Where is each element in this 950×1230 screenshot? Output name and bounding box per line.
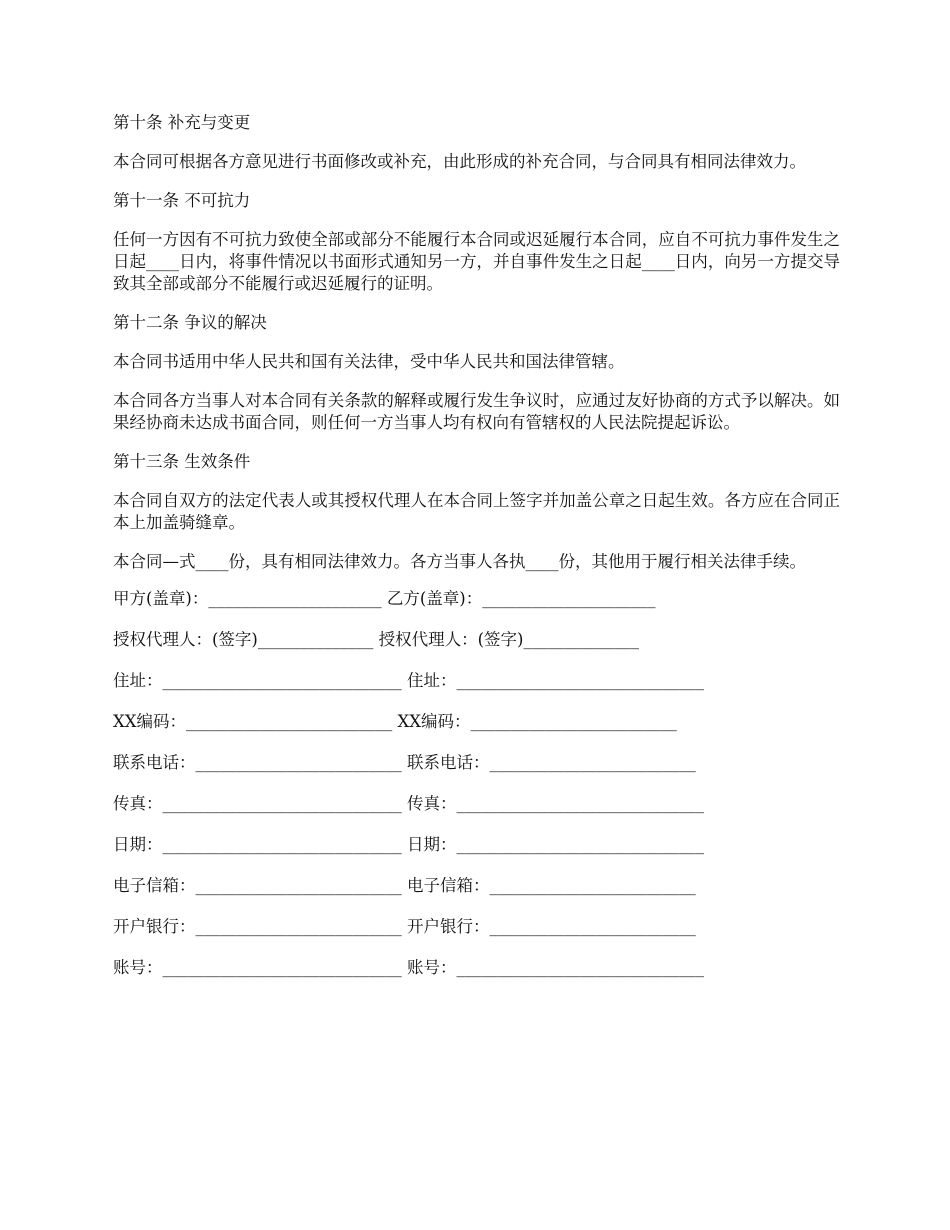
paragraph-copies: 本合同—式____份，具有相同法律效力。各方当事人各执____份，其他用于履行相关法律手续。 xyxy=(113,552,806,571)
paragraph-governing-law: 本合同书适用中华人民共和国有关法律，受中华人民共和国法律管辖。 xyxy=(113,352,625,371)
signature-row-address: 住址：_____________________________ 住址：______________________________ xyxy=(113,671,704,690)
paragraph-force-majeure: 任何一方因有不可抗力致使全部或部分不能履行本合同或迟延履行本合同，应自不可抗力事件发生之日起____日内，将事件情况以书面形式通知另一方，并自事件发生之日起____日内，向另一方提交导致其全部或部分不能履行或迟延履行的证明。 xyxy=(113,230,840,293)
section-heading-article-10: 第十条 补充与变更 xyxy=(113,113,251,132)
signature-row-bank: 开户银行：_________________________ 开户银行：_________________________ xyxy=(113,917,696,936)
signature-row-fax: 传真：_____________________________ 传真：______________________________ xyxy=(113,794,704,813)
paragraph-amendment: 本合同可根据各方意见进行书面修改或补充，由此形成的补充合同，与合同具有相同法律效力。 xyxy=(113,152,806,171)
signature-row-party-seal: 甲方(盖章)：_____________________ 乙方(盖章)：_____________________ xyxy=(113,589,656,608)
signature-row-phone: 联系电话：_________________________ 联系电话：_________________________ xyxy=(113,753,696,772)
signature-row-code: XX编码：_________________________ XX编码：_________________________ xyxy=(113,712,677,731)
paragraph-effective-conditions: 本合同自双方的法定代表人或其授权代理人在本合同上签字并加盖公章之日起生效。各方应在合同正本上加盖骑缝章。 xyxy=(113,491,840,532)
signature-row-date: 日期：_____________________________ 日期：______________________________ xyxy=(113,835,704,854)
section-heading-article-13: 第十三条 生效条件 xyxy=(113,452,251,471)
paragraph-dispute-resolution: 本合同各方当事人对本合同有关条款的解释或履行发生争议时，应通过友好协商的方式予以解决。如果经协商未达成书面合同，则任何一方当事人均有权向有管辖权的人民法院提起诉讼。 xyxy=(113,391,840,432)
section-heading-article-12: 第十二条 争议的解决 xyxy=(113,313,267,332)
signature-row-email: 电子信箱：_________________________ 电子信箱：_________________________ xyxy=(113,876,696,895)
signature-row-account: 账号：_____________________________ 账号：______________________________ xyxy=(113,958,704,977)
document-page xyxy=(113,112,840,998)
section-heading-article-11: 第十一条 不可抗力 xyxy=(113,191,251,210)
signature-row-authorized-agent: 授权代理人：(签字)______________ 授权代理人：(签字)______________ xyxy=(113,630,639,649)
signature-block xyxy=(113,588,840,998)
